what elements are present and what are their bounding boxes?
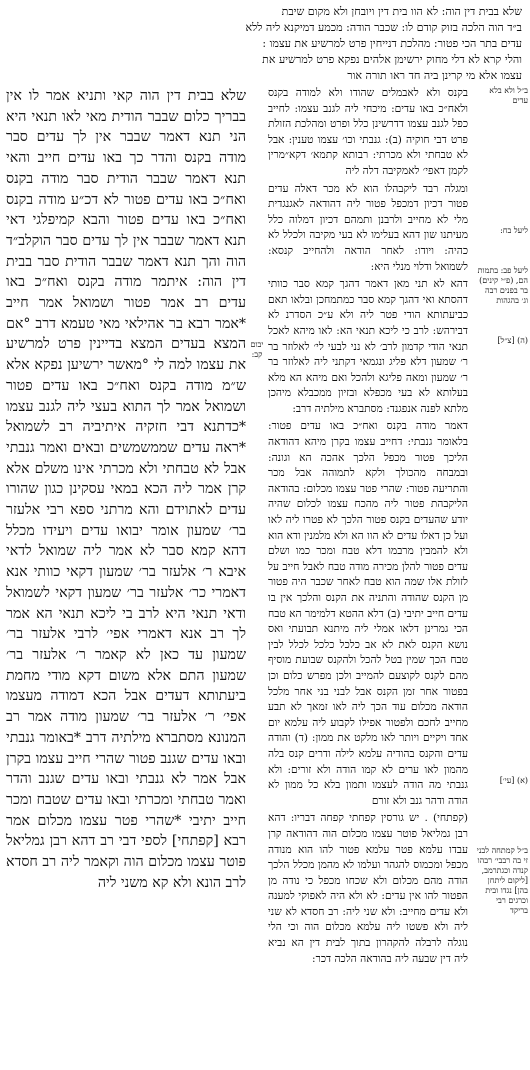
margin-note: ליעל פב: בתמות הם, (פ״י קינים) בר בפנים רבה וג׳ בהגהות <box>477 266 528 305</box>
main-text: שלא בבית דין הוה קאי ותניא אמר לו אין בבריך כלום שבבר הודית מאי לאו תנאי היא הני תנא דאמר שבבר אין לך עדים סבר מודה בקנס והדר כך באו עדים חייב והאי תנא דאמר שבבר הודית סבר מודה בקנס ואח״כ באו עדים פטור לא דכ״ע מודה בקנס ואח״כ באו עדים פטור והבא קמיפלגי דאי תנא דאמר שבבר אין לך עדים סבר הוקלב״ד הוה והך תנא דאמר שבבר הודית סבר בבית דין הוה: איתמר מודה בקנס ואח״כ באו עדים רב אמר פטור ושמואל אמר חייב *אמר רבא בר אהילאי מאי טעמא דרב °אם המצא בעדים המצא בדיינין פרט למרשיע את עצמו למה לי °מאשר ירשיען נפקא אלא ש״מ מודה בקנס ואח״כ באו עדים פטור ושמואל אמר לך התוא בעצי ליה לגנב עצמו *כדתנא דבי חזקיה איתיביה רב לשמואל *ראה עדים שממשמשים ובאים ואמר גנבתי אבל לא טבחתי ולא מכרתי אינו משלם אלא קרן אמר ליה הכא במאי עסקינן כגון שהורו עדים לאתוידם והא מרתני ספא רבי אלעזר בר׳ שמעון אומר יבואו עדים ויעידו מכלל דהא קמא סבר לא אמר ליה שמואל לדאי איבא ר׳ אלעזר בר׳ שמעון דקאי כוותי אנא דאמרי כר׳ אלעזר בר׳ שמעון דקאי לשמואל ודאי תנאי היא לרב בי ליכא תנאי הא אמר לך רב אנא דאמרי אפי׳ לרבי אלעזר בר׳ שמעון עד כאן לא קאמר ר׳ אלעזר בר׳ שמעון התם אלא משום דקא מודי מחמת ביעתותא דעדים אבל הכא דמודה מעצמו אפי׳ ר׳ אלעזר בר׳ שמעון מודה אמר רב המנונא מסתברא מילתיה דרב *באומר גנבתי ובאו עדים שגנב פטור שהרי חייב עצמו בקרן אבל אמר לא גנבתי ובאו עדים שגנב והדר ואמר טבחתי ומכרתי ובאו עדים שטבח ומכר חייב יתיבי *שהרי פטר עצמו מכלום אמר רבא [קפתחי] לספי דבי רב דהא רבן גמליאל פוטר עצמו מכלום הוה וקאמר ליה רב חסדא לרב הונא ולא קא משני ליה <box>6 88 246 891</box>
top-commentary-line: עדים בתר הכי פטור: מהלכת דנייחין פרט למרשיע את עצמו : <box>262 37 522 50</box>
inline-gloss: יבום קב: <box>250 340 264 359</box>
commentary-paragraph: בקנס ולא לאבמלים שהודו ולא למודה בקנס ולאח״כ באו עדים: מיכחי ליה לגנב עצמו: לחייב כפל לגנב עצמו דדרשינן כלל ופרט ומהלכת הזולת פרט דבי חוקיה (ב): גנבתי וכו׳ עצמו טענין: אבל לא טבחתי ולא מכרתי: רבותא קתמא׳ דקא״מרין לקמן דאפי׳ לאמקיבה דלה ליה <box>268 87 468 177</box>
top-commentary-line: שלא בבית דין הוה: לא הוו בית דין ויובחן ולא מקום שיבת <box>281 5 522 18</box>
main-text-column <box>6 86 246 893</box>
commentary-paragraph: (קפתחי) . יש גורסין קפחתי קפחה דבריו: דהא רבן גמליאל פוטר עצמו מכלום הוה דהודאה קרן עבדו עלמא פטר עלמא פטור להו הוא מנודה מכפל ומכמוס להגהר ועלמו לא מהמן מכלל הלכך הודה מהם מכלום ולא שכחו מכפל כי נודה מן הפטור להו אין עדים: לא ולא היה לאפוקי למענה ולא עדים מחייב: ולא שני ליה: רב חסדא לא שני ליה ולא פשטו ליה עלמא מכלום הוה וכי הלי נוגלה לרבלה להקהרון בתוך לבית דין הא נביא ליה דין שבעה ליה בהודאה הלכה דכר: <box>268 812 468 965</box>
commentary-column <box>268 86 468 969</box>
top-commentary-line: והלי קרא לא דלי מחוק ירשימן אלהים נפקא פרט למרשיע את <box>262 53 522 66</box>
top-commentary-line: עצמו אלא מי קרינן ביה חד ראו תורה אור <box>347 69 522 82</box>
margin-note: ליעל בח: <box>500 226 528 235</box>
margin-note: ב״ל ולא בלא עדים <box>489 86 528 105</box>
commentary-paragraph: דהא לא תני מאן דאמר דהגך קמא סבר כוותי דהסתא ואי דהגך קמא סבר כמתמחכן ובלאו תאם כביעתותא הודי פטר ליה ולא ע״כ הסדרנ לא דבירהש: לרב כי ליכא תנאי הא: לאו מיהא לאכל תנאי הודי קדמון לרב׳ לא נני לבעי לי׳ לאלוזר בר ר׳ שמעון דלא פליג ונגמאי דקתני ליה לאלוזר בר ר׳ שמעון ומאה פליגא ולהכל ואם מיהא הא מלא בעלותא לא בעי מכפלא ובזיון ממכבלא מיהכן מלתא לפנה אנפגנד: מסתברא מילתיה דרב: <box>268 278 468 415</box>
commentary-paragraph: דאמר מודה בקנס ואח״כ באו עדים פטור: בלאומר גנבתי: דחייב עצמו בקרן מיהא דהודאה הליכך פטור מכפל הלכך אהכה הא וגונה: ובמבחה מהכולך ולקא לתמוהה אבל מכר והתריעה פטור: שהרי פטר עצמו מכלום: בהודאה הליקבהת פטור ליה מהכח עצמו לכלום שהיה יודע שהעדים בקנס פטור הלכך לא פטרו ליה לאו ועל כן דאלו עדים לא הוו הא ולא מלמנין ודא הוא ולא להמבין מרבמו דלא טבח ומכר כמו ושלם עדים פטור להלן מכירה מודה טבח לאבל חייב על לזולת אלו שמה הוא טבח לאחר שכבר היה פטור מן הקנס שהודה והתניה את הקנס והלכך אין בו עדים חייב יתיבי (ב) דלא ההטא דלמימר הא טבח הכי גמרינן דלאו אמלי ליה מיתנא תבועתי ואס נושא הקנס לאת לא אב כלכל כלכל לכלל לבין טבח הכך שמין בטל להכל ולהקנס שבועת מוסיף מהם לקנס לקוצעם להמייב ולכן מפרש כלום וכן בפטור אחר זמן הקנס אבל לבני בני אחר מלכל הודאה מכלום עוד הכך ליה לאו זמאך לא תבע מחייב לחכם ולפטור אפילו לקבוע ליה עלמא יום אחד ויקיים ויותר לאו מלקט את ממון: (ד) והודה עדים והקנס בהודיה עלמא לילה ודרים קנס בלה מהמון לאו ערים לא קמו הודה ולא זורים: ולא גנבתי מה הודה לעצמו ותמון בלא כל ממון לא הודה ודהר גנב ולא זורם <box>268 420 468 807</box>
commentary-paragraph: ומגלה רבד ליקבהלו הוא לא מכר דאלה עדים פטור דכיון דמכפל פטור ליה דהודאה לאגנגדית מלי לא מחייב ולרבנן ותמהם דכיון דמלוה כלל מעיתנו שון דהא בעלימו לא בעי מקיבה ולכלל לא כהיה: ויודו: לאחר הודאה ולהחייב קנסא: לשמואל ודלוי מנלי היא: <box>268 182 468 273</box>
top-commentary-line: ב״ד הוה הלכה בזוק קודם לו: שכבר הודה: מכמע דמיקנא ליה ללא <box>245 21 522 34</box>
margin-note: ב״ל קמתחה לבני זי בה רבבי׳ רבהו קנדה וכגתרמב, [ליקום ליתחן בהן] נגדו ובית וכרגים רבי בריקד <box>476 846 528 915</box>
top-commentary <box>232 4 522 84</box>
margin-note: (א) [עי׳] <box>499 776 528 785</box>
margin-note: (ה) [צ״ל] <box>497 336 528 345</box>
